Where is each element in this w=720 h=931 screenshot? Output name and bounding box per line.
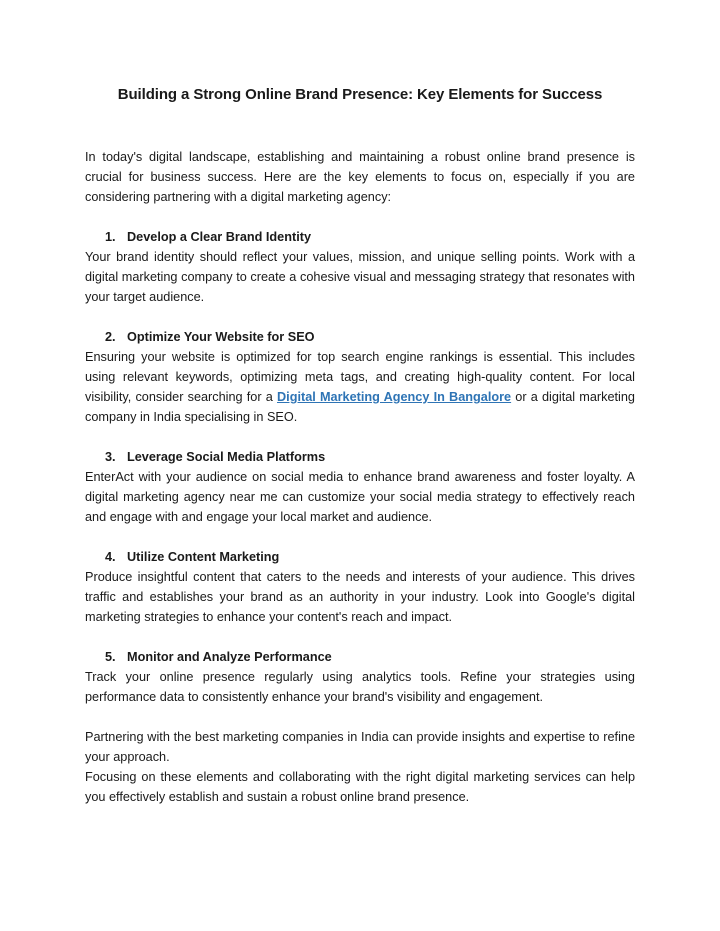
section-body: Produce insightful content that caters to the needs and interests of your audience. This drives traffic and establishes your brand as an authority in your industry. Look into Google's digital marketing strategies to enhance your content's reach and impact. bbox=[85, 570, 635, 624]
section-heading bbox=[85, 327, 635, 347]
closing-paragraph-1: Partnering with the best marketing companies in India can provide insights and expertise to refine your approach. bbox=[85, 730, 635, 764]
section-social-media bbox=[85, 447, 635, 527]
section-heading bbox=[85, 647, 635, 667]
section-heading bbox=[85, 227, 635, 247]
section-body: EnterAct with your audience on social media to enhance brand awareness and foster loyalty. A digital marketing agency near me can customize your social media strategy to effectively reach and engage with and engage your local market and audience. bbox=[85, 470, 635, 524]
section-number: 4. bbox=[105, 550, 116, 564]
section-body-text-before-link: Ensuring your website is optimized for top search engine rankings is essential. This includes using relevant keywords, optimizing meta tags, and creating high-quality content. For local visibility, consider searching for a bbox=[85, 350, 635, 404]
document-body bbox=[85, 147, 635, 807]
section-performance bbox=[85, 647, 635, 707]
closing-block bbox=[85, 727, 635, 807]
agency-bangalore-link[interactable]: Digital Marketing Agency In Bangalore bbox=[277, 390, 512, 404]
section-number: 1. bbox=[105, 230, 116, 244]
intro-paragraph: In today's digital landscape, establishing and maintaining a robust online brand presence is crucial for business success. Here are the key elements to focus on, especially if you are considering partnering with a digital marketing agency: bbox=[85, 150, 635, 204]
section-number: 2. bbox=[105, 330, 116, 344]
section-heading-text: Leverage Social Media Platforms bbox=[127, 450, 326, 464]
section-heading bbox=[85, 447, 635, 467]
section-body-text-after-link: or a digital marketing company in India specialising in SEO. bbox=[85, 390, 635, 424]
section-content-marketing bbox=[85, 547, 635, 627]
section-seo bbox=[85, 327, 635, 427]
section-heading bbox=[85, 547, 635, 567]
closing-paragraph-2: Focusing on these elements and collaborating with the right digital marketing services can help you effectively establish and sustain a robust online brand presence. bbox=[85, 770, 635, 804]
section-body bbox=[85, 347, 635, 427]
section-heading-text: Optimize Your Website for SEO bbox=[127, 330, 315, 344]
section-brand-identity bbox=[85, 227, 635, 307]
section-body: Your brand identity should reflect your values, mission, and unique selling points. Work with a digital marketing company to create a cohesive visual and messaging strategy that resonates with your target audience. bbox=[85, 250, 635, 304]
section-body: Track your online presence regularly using analytics tools. Refine your strategies using performance data to consistently enhance your brand's visibility and engagement. bbox=[85, 670, 635, 704]
document-title: Building a Strong Online Brand Presence: Key Elements for Success bbox=[117, 86, 603, 103]
section-heading-text: Utilize Content Marketing bbox=[127, 550, 280, 564]
section-number: 3. bbox=[105, 450, 116, 464]
section-heading-text: Develop a Clear Brand Identity bbox=[127, 230, 312, 244]
section-heading-text: Monitor and Analyze Performance bbox=[127, 650, 332, 664]
section-number: 5. bbox=[105, 650, 116, 664]
